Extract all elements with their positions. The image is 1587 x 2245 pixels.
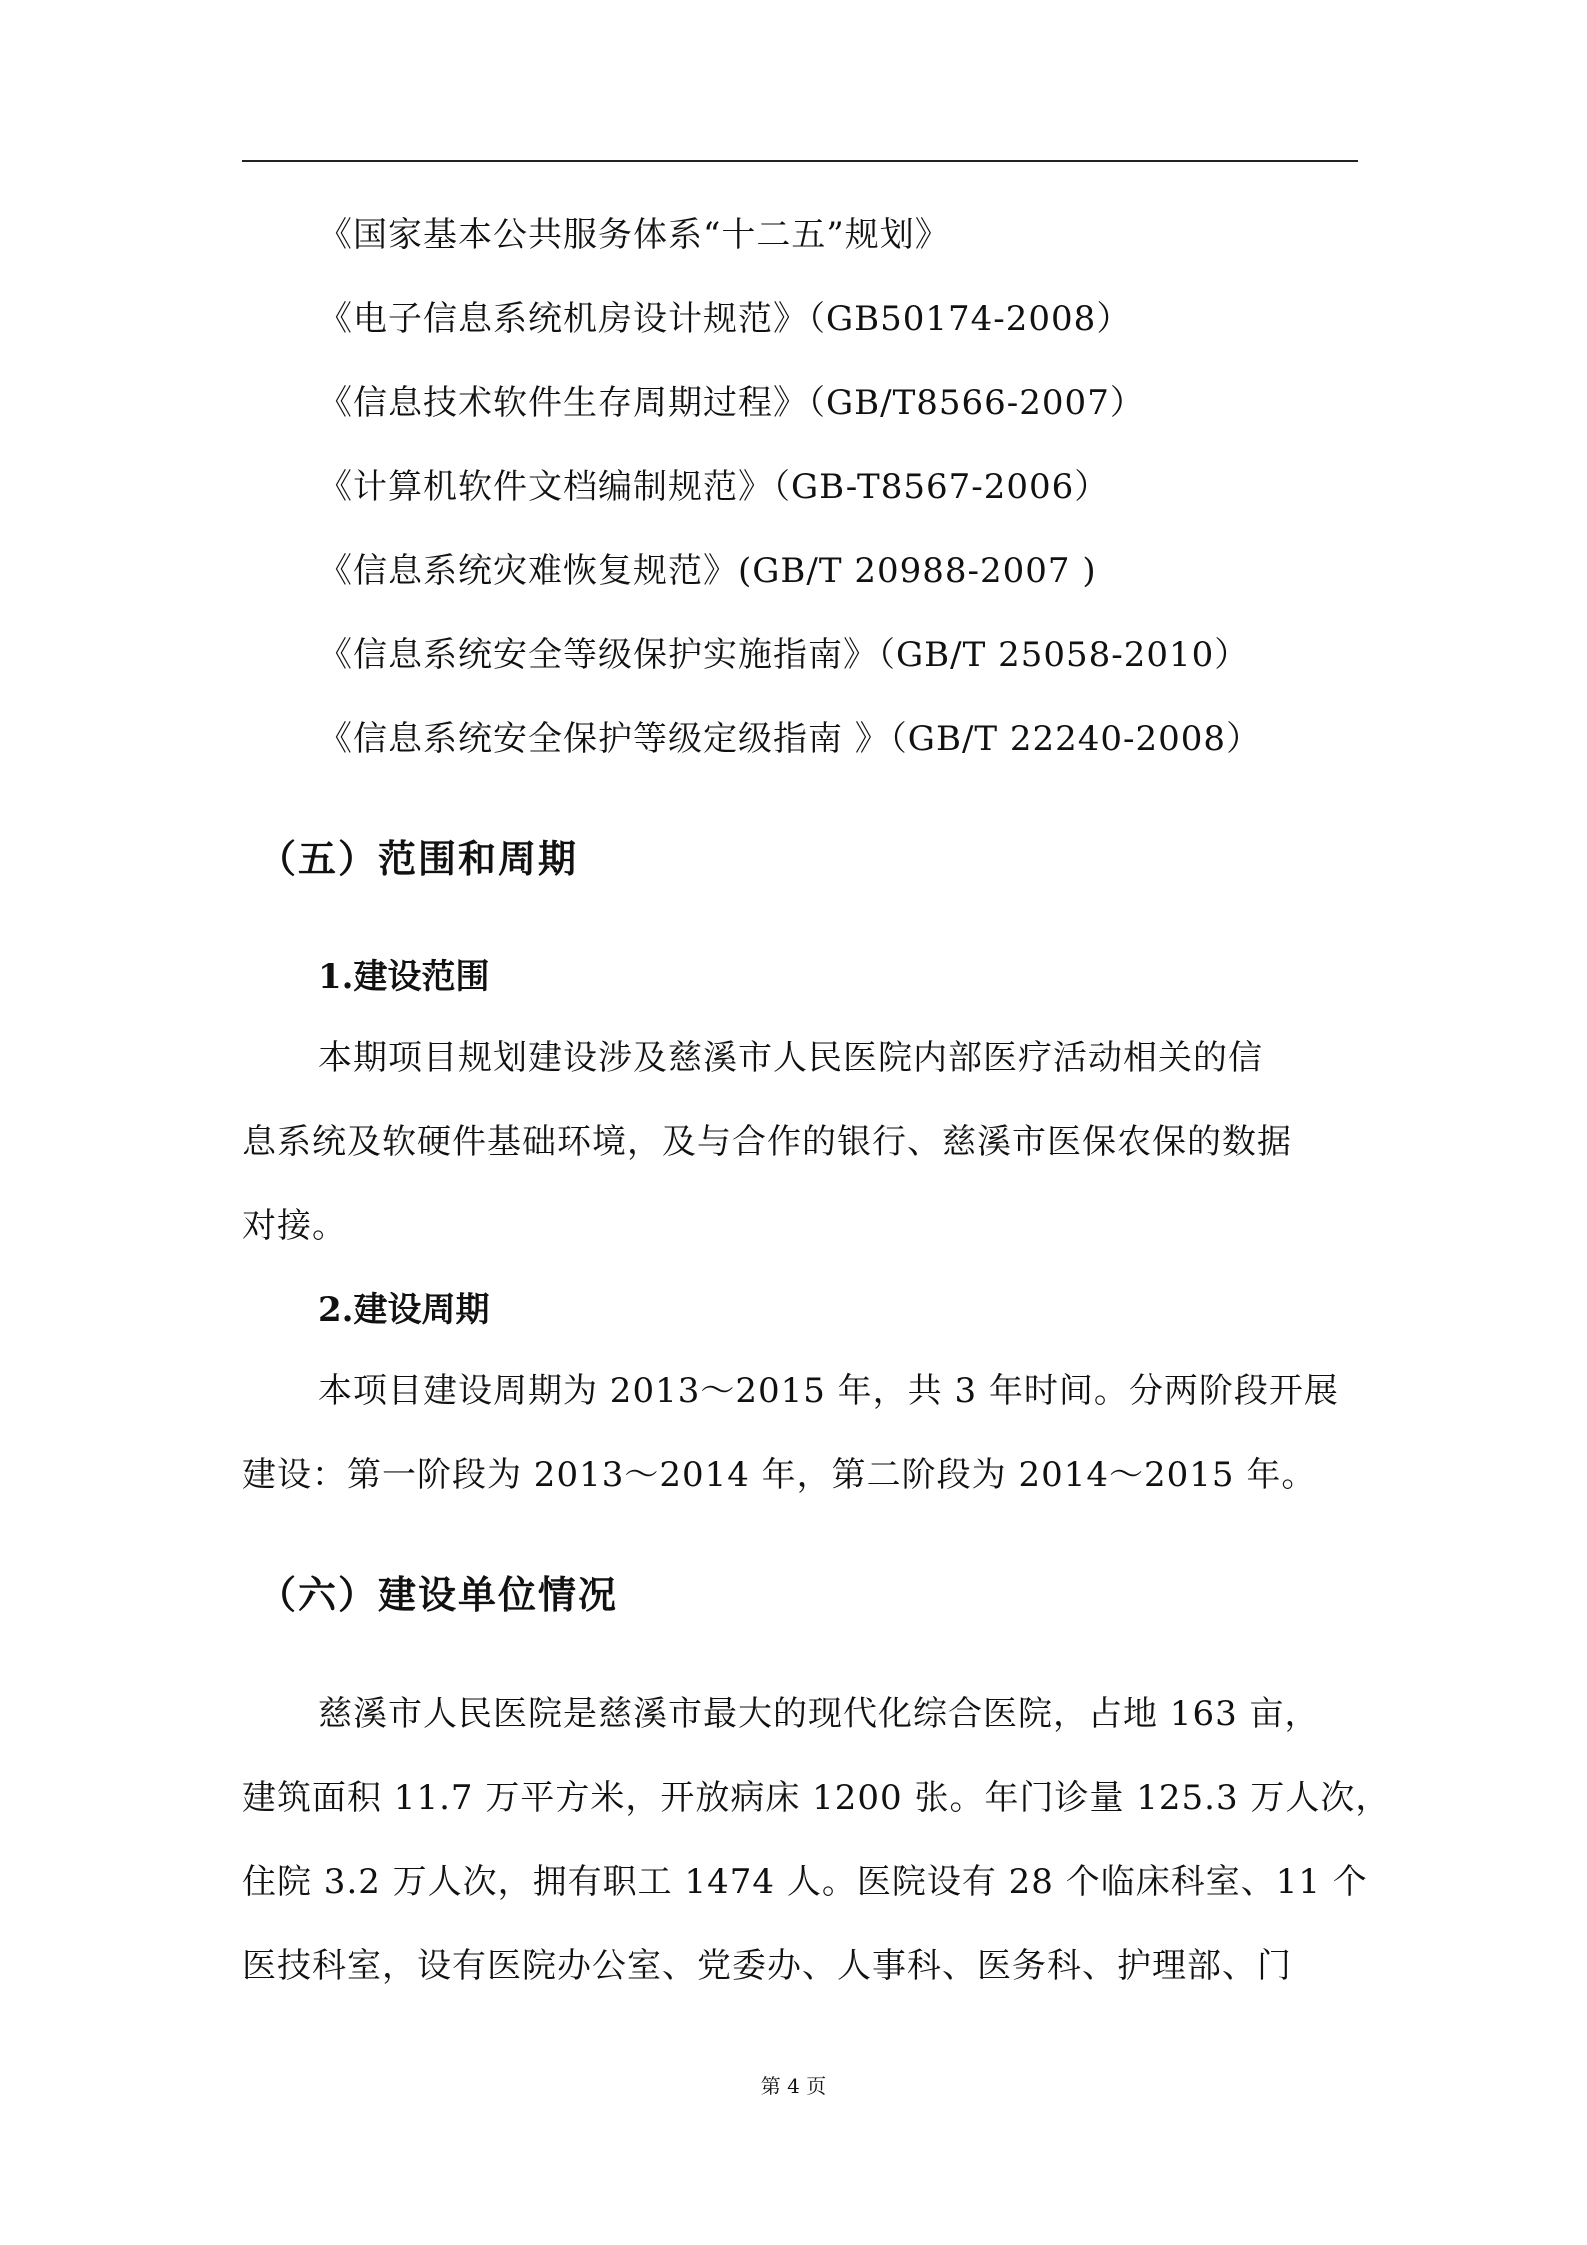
section-heading: （六）建设单位情况 — [258, 1572, 619, 1617]
reference-item: 《信息系统灾难恢复规范》(GB/T 20988-2007 ) — [318, 551, 1097, 591]
paragraph-line: 建筑面积 11.7 万平方米，开放病床 1200 张。年门诊量 125.3 万人次， — [242, 1778, 1391, 1818]
paragraph-line: 住院 3.2 万人次，拥有职工 1474 人。医院设有 28 个临床科室、11 个 — [242, 1862, 1368, 1902]
reference-item: 《信息系统安全保护等级定级指南 》（GB/T 22240-2008） — [318, 719, 1262, 759]
subsection-heading: 1.建设范围 — [318, 957, 490, 997]
header-rule — [242, 160, 1358, 162]
paragraph-line: 本项目建设周期为 2013～2015 年，共 3 年时间。分两阶段开展 — [318, 1371, 1339, 1411]
reference-item: 《电子信息系统机房设计规范》（GB50174-2008） — [318, 299, 1132, 339]
reference-item: 《国家基本公共服务体系“十二五”规划》 — [318, 215, 950, 255]
subsection-heading: 2.建设周期 — [318, 1290, 490, 1330]
reference-item: 《信息技术软件生存周期过程》（GB/T8566-2007） — [318, 383, 1145, 423]
paragraph-line: 建设：第一阶段为 2013～2014 年，第二阶段为 2014～2015 年。 — [242, 1455, 1317, 1495]
page-number: 第 4 页 — [760, 2074, 827, 2098]
section-heading: （五）范围和周期 — [258, 836, 579, 881]
paragraph-line: 息系统及软硬件基础环境，及与合作的银行、慈溪市医保农保的数据 — [242, 1122, 1292, 1162]
paragraph-line: 对接。 — [242, 1206, 347, 1246]
reference-item: 《计算机软件文档编制规范》（GB-T8567-2006） — [318, 467, 1110, 507]
reference-item: 《信息系统安全等级保护实施指南》（GB/T 25058-2010） — [318, 635, 1250, 675]
paragraph-line: 医技科室，设有医院办公室、党委办、人事科、医务科、护理部、门 — [242, 1946, 1292, 1986]
paragraph-line: 本期项目规划建设涉及慈溪市人民医院内部医疗活动相关的信 — [318, 1038, 1263, 1078]
paragraph-line: 慈溪市人民医院是慈溪市最大的现代化综合医院，占地 163 亩， — [318, 1694, 1320, 1734]
